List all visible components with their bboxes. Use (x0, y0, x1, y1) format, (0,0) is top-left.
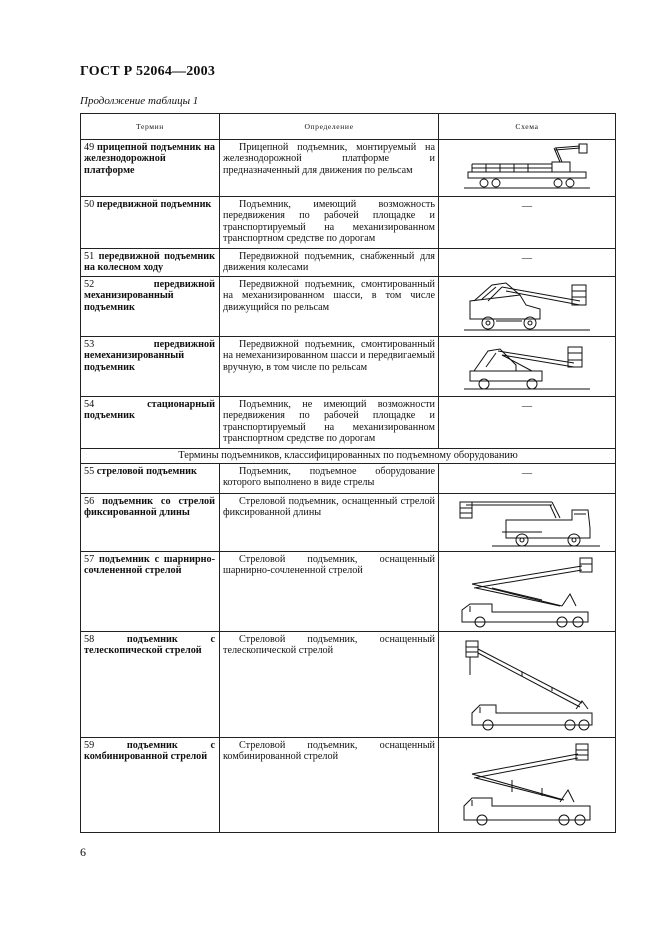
fixed-boom-lift-diagram (452, 496, 602, 550)
scheme-cell: — (439, 197, 616, 249)
table-row (81, 140, 616, 197)
definition-cell: Передвижной подъемник, смонтированный на немеханизированном шасси и передвигаемый вручную, в том числе по рельсам (220, 337, 439, 397)
scheme-cell (439, 494, 616, 552)
definition-cell: Подъемник, имеющий возможность передвижения по рабочей площадке и транспортируемый на механизированном транспортном средстве по дорогам (220, 197, 439, 249)
scheme-cell (439, 337, 616, 397)
term-cell (81, 397, 220, 449)
scheme-cell (439, 632, 616, 738)
term-cell (81, 337, 220, 397)
term-text: прицепной подъемник на железнодорожной платформе (84, 142, 216, 176)
definition-cell: Передвижной подъемник, снабженный для движения колесами (220, 249, 439, 277)
scheme-cell (439, 552, 616, 632)
table-row (81, 197, 616, 249)
term-text: подъемник с комбинированной стрелой (84, 740, 216, 763)
term-number: 58 (84, 634, 95, 645)
term-cell (81, 464, 220, 494)
term-cell (81, 140, 220, 197)
term-number: 59 (84, 740, 95, 751)
non-mechanized-lift-diagram (462, 341, 592, 393)
table-row (81, 397, 616, 449)
term-number: 54 (84, 399, 95, 410)
term-cell (81, 197, 220, 249)
table-row (81, 494, 616, 552)
table-row (81, 337, 616, 397)
term-number: 51 (84, 251, 95, 262)
definition-cell: Подъемник, подъемное оборудование которого выполнено в виде стрелы (220, 464, 439, 494)
term-cell (81, 277, 220, 337)
term-text: подъемник с телескопической стрелой (84, 634, 216, 657)
definition-cell: Стреловой подъемник, оснащенный шарнирно-сочлененной стрелой (220, 552, 439, 632)
term-number: 52 (84, 279, 95, 290)
table-row (81, 738, 616, 833)
term-text: передвижной немеханизированный подъемник (84, 339, 215, 373)
combined-boom-lift-diagram (452, 740, 602, 830)
term-number: 56 (84, 496, 95, 507)
term-text: передвижной подъемник на колесном ходу (84, 251, 215, 274)
term-cell (81, 552, 220, 632)
column-header-definition: Определение (220, 114, 439, 140)
definition-cell: Прицепной подъемник, монтируемый на железнодорожной платформе и предназначенный для движения по рельсам (220, 140, 439, 197)
articulated-boom-lift-diagram (452, 554, 602, 630)
term-cell (81, 249, 220, 277)
term-number: 55 (84, 466, 95, 477)
scheme-cell: — (439, 464, 616, 494)
scheme-cell (439, 738, 616, 833)
column-header-scheme: Схема (439, 114, 616, 140)
table-row (81, 249, 616, 277)
mechanized-lift-diagram (462, 279, 592, 335)
rail-platform-lift-diagram (462, 142, 592, 194)
term-text: передвижной подъемник (96, 199, 212, 210)
table-row (81, 464, 616, 494)
page-number: 6 (80, 845, 86, 859)
telescopic-boom-lift-diagram (452, 635, 602, 735)
term-cell (81, 738, 220, 833)
term-text: стреловой подъемник (96, 466, 197, 477)
scheme-cell: — (439, 249, 616, 277)
table-row (81, 632, 616, 738)
term-number: 57 (84, 554, 95, 565)
table-continuation-label: Продолжение таблицы 1 (80, 95, 199, 107)
term-text: подъемник с шарнирно-сочлененной стрелой (84, 554, 215, 577)
term-cell (81, 494, 220, 552)
definition-cell: Подъемник, не имеющий возможности передвижения по рабочей площадке и транспортируемый на механизированном транспортном средстве по дорогам (220, 397, 439, 449)
scheme-cell (439, 140, 616, 197)
section-title: Термины подъемников, классифицированных по подъемному оборудованию (81, 449, 616, 464)
section-row (81, 449, 616, 464)
term-number: 49 (84, 142, 95, 153)
term-text: подъемник со стрелой фиксированной длины (84, 496, 216, 519)
column-header-term: Термин (81, 114, 220, 140)
definition-cell: Стреловой подъемник, оснащенный комбинированной стрелой (220, 738, 439, 833)
scheme-cell: — (439, 397, 616, 449)
definition-cell: Стреловой подъемник, оснащенный телескопической стрелой (220, 632, 439, 738)
terms-table (80, 113, 616, 833)
scheme-cell (439, 277, 616, 337)
table-row (81, 552, 616, 632)
term-text: передвижной механизированный подъемник (84, 279, 215, 313)
definition-cell: Стреловой подъемник, оснащенный стрелой фиксированной длины (220, 494, 439, 552)
document-header: ГОСТ Р 52064—2003 (80, 64, 216, 79)
term-number: 50 (84, 199, 95, 210)
definition-cell: Передвижной подъемник, смонтированный на механизированном шасси, в том числе движущийся по рельсам (220, 277, 439, 337)
term-number: 53 (84, 339, 95, 350)
term-cell (81, 632, 220, 738)
table-row (81, 277, 616, 337)
table-header-row (81, 114, 616, 140)
term-text: стационарный подъемник (84, 399, 215, 422)
